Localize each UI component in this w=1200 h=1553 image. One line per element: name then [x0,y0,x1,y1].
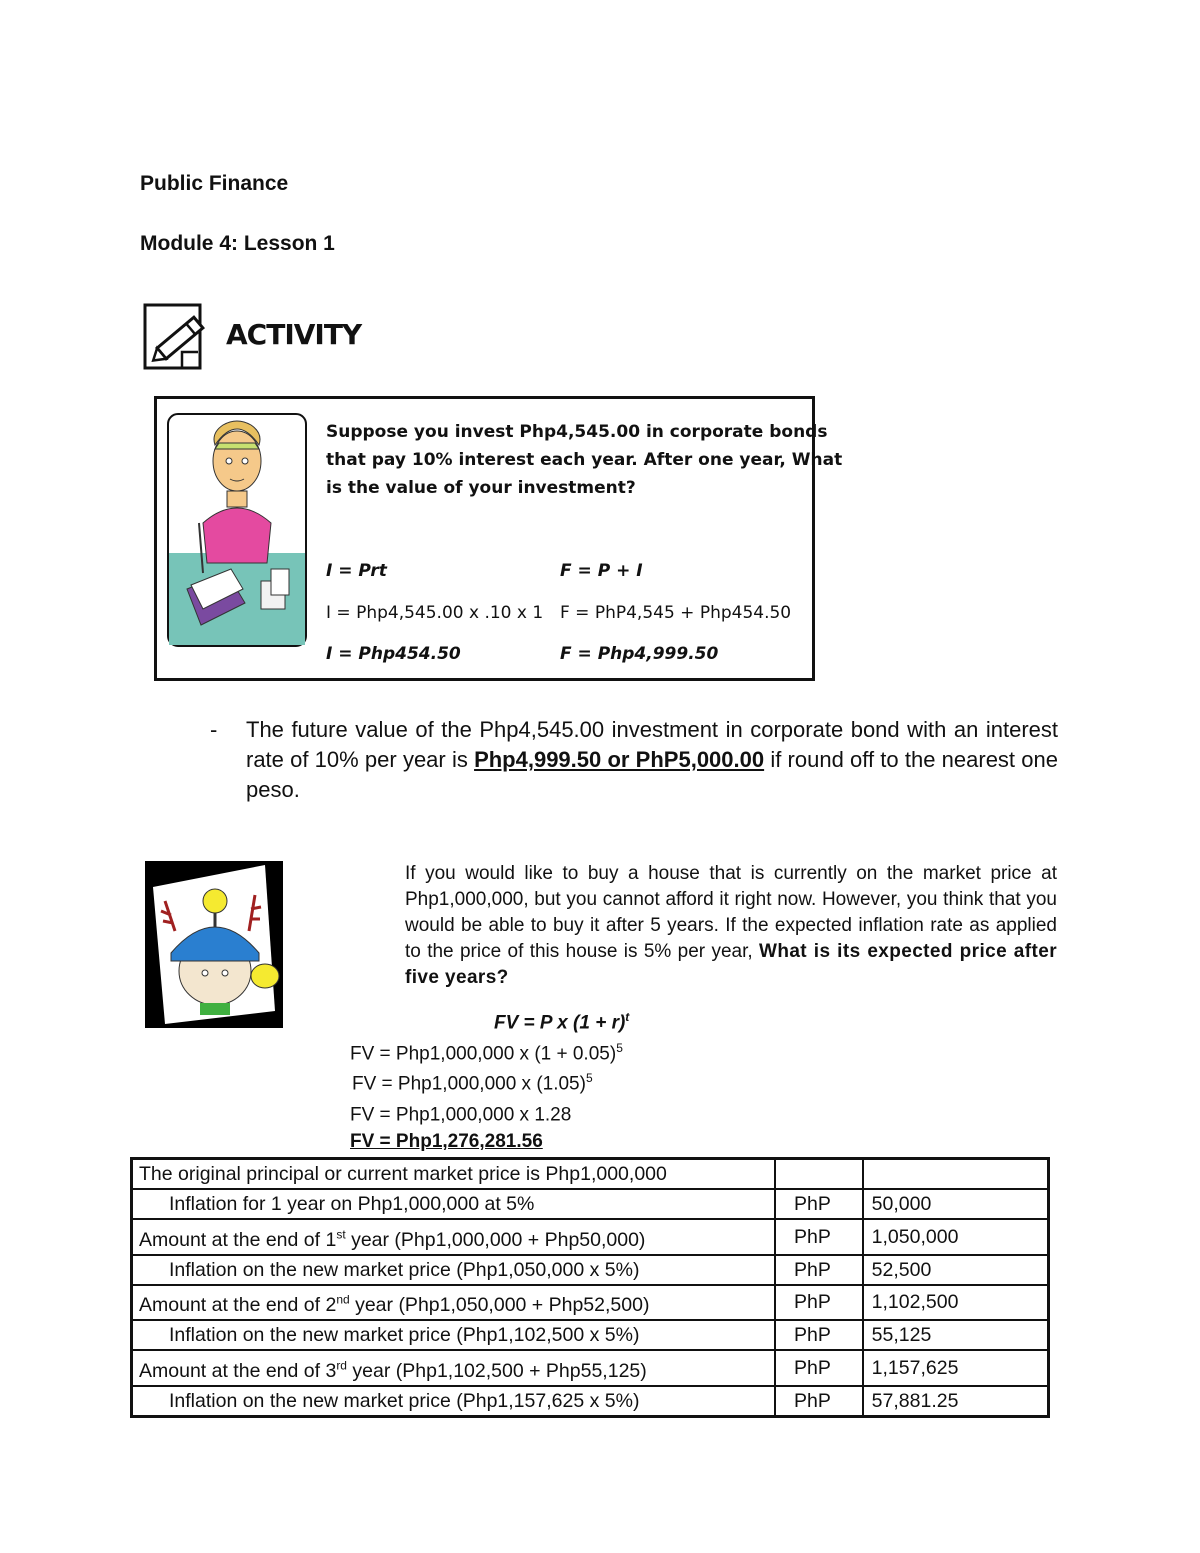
row-description [132,1285,776,1321]
module-title: Module 4: Lesson 1 [140,232,335,255]
problem1-question [326,418,846,502]
row-amount: 1,157,625 [863,1350,1049,1386]
row-amount: 50,000 [863,1189,1049,1219]
future-value-result: F = Php4,999.50 [560,644,719,664]
row-description-text: Amount at the end of 2 [139,1294,337,1316]
pencil-paper-icon [142,302,214,372]
course-title: Public Finance [140,172,289,195]
row-currency: PhP [775,1189,863,1219]
row-description [132,1219,776,1255]
bullet-answer: Php4,999.50 or PhP5,000.00 [474,747,765,772]
interest-result: I = Php454.50 [326,644,461,664]
table-row [132,1255,1049,1285]
bullet-explanation [246,715,1058,805]
row-description-tail: year (Php1,000,000 + Php50,000) [345,1228,646,1251]
row-currency: PhP [775,1219,863,1255]
inflation-table [130,1157,1050,1418]
row-amount: 57,881.25 [863,1386,1049,1417]
bullet-marker: - [210,717,218,742]
row-description [132,1386,776,1417]
row-description [132,1350,776,1386]
fv-step-2 [352,1071,593,1095]
row-description-text: Inflation for 1 year on Php1,000,000 at 5% [169,1193,535,1215]
problem2-question: What is its expected price after five years? [405,941,1057,988]
fv-formula [494,1010,629,1034]
row-description-text: Inflation on the new market price (Php1,157,625 x 5%) [169,1389,640,1412]
row-description-tail: year (Php1,102,500 + Php55,125) [346,1359,647,1382]
problem1-question-bold: What is the value of your investment? [326,450,843,498]
row-ordinal-suffix: nd [336,1292,350,1307]
row-currency: PhP [775,1320,863,1350]
fv-result: FV = Php1,276,281.56 [350,1131,543,1152]
row-description-text: Inflation on the new market price (Php1,102,500 x 5%) [169,1324,640,1346]
fv-step-3-text: FV = Php1,000,000 x 1.28 [350,1104,572,1126]
table-row [132,1320,1049,1350]
row-description-text: Inflation on the new market price (Php1,050,000 x 5%) [169,1258,640,1281]
woman-studying-illustration [167,413,307,648]
row-amount: 52,500 [863,1255,1049,1285]
bullet-text-pre: The future value of the Php4,545.00 investment in corporate bond with an interest rate of 10% per year is [246,717,1058,772]
row-ordinal-suffix: rd [336,1358,347,1372]
row-amount: 55,125 [863,1320,1049,1350]
row-currency: PhP [775,1255,863,1285]
row-description-text: Amount at the end of 3 [139,1359,337,1382]
problem1-question-text: Suppose you invest Php4,545.00 in corporate bonds that pay 10% interest each year. After one year, [326,422,828,470]
problem2-body: If you would like to buy a house that is currently on the market price at Php1,000,000, but you cannot afford it right now. However, you think that you would be able to buy it after 5 years. If the expected inflation rate as applied to the price of this house is 5% per year, [405,863,1057,962]
future-value-computation: F = PhP4,545 + Php454.50 [560,603,792,623]
interest-computation: I = Php4,545.00 x .10 x 1 [326,603,544,623]
table-row [132,1159,1049,1190]
fv-step-2-exponent: 5 [585,1071,593,1085]
row-ordinal-suffix: st [336,1227,346,1241]
row-amount [863,1159,1049,1190]
activity-label: ACTIVITY [226,318,362,351]
row-description-tail: year (Php1,050,000 + Php52,500) [349,1294,650,1316]
row-currency: PhP [775,1350,863,1386]
fv-step-1-exponent: 5 [616,1041,623,1055]
formula-future-value: F = P + I [560,561,643,581]
row-currency [775,1159,863,1190]
row-amount: 1,102,500 [863,1285,1049,1321]
table-row [132,1386,1049,1417]
row-currency: PhP [775,1285,863,1321]
thinking-cap-illustration [145,861,283,1028]
problem2-text [405,861,1057,991]
table-row [132,1189,1049,1219]
fv-formula-exponent: t [625,1010,630,1024]
row-amount: 1,050,000 [863,1219,1049,1255]
table-row [132,1350,1049,1386]
table-row [132,1285,1049,1321]
fv-step-3 [350,1102,571,1126]
fv-step-1-text: FV = Php1,000,000 x (1 + 0.05) [350,1043,617,1065]
fv-formula-main: FV = P x (1 + r) [494,1012,626,1034]
fv-step-2-text: FV = Php1,000,000 x (1.05) [352,1073,586,1095]
fv-step-1 [350,1041,623,1065]
row-description [132,1255,776,1285]
row-description-text: Amount at the end of 1 [139,1228,337,1251]
row-currency: PhP [775,1386,863,1417]
row-description [132,1320,776,1350]
row-description [132,1159,776,1190]
formula-interest: I = Prt [326,561,387,581]
row-description-text: The original principal or current market price is Php1,000,000 [139,1163,667,1185]
bullet-text-post: if round off to the nearest one peso. [246,747,1058,802]
table-row [132,1219,1049,1255]
row-description [132,1189,776,1219]
